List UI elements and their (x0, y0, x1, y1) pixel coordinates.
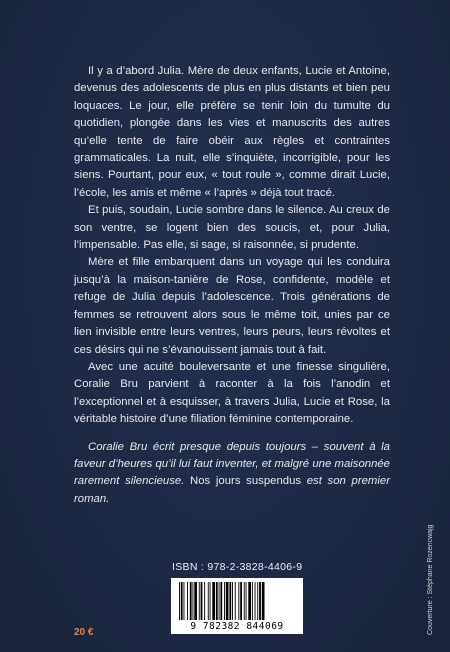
barcode-bar (201, 582, 203, 620)
barcode-bar (229, 582, 231, 620)
barcode-bar (184, 582, 185, 620)
barcode-bar (210, 582, 211, 620)
barcode-bar (194, 582, 197, 620)
barcode-bar (181, 582, 183, 620)
barcode-bar (244, 582, 245, 620)
barcode-bar (193, 582, 194, 620)
barcode (171, 578, 303, 634)
barcode-bar (216, 582, 218, 620)
blurb-paragraph-2: Et puis, soudain, Lucie sombre dans le silence. Au creux de son ventre, se logent bien des soucis, et, pour Julia, l’impensable. Pas elle, si sage, si raisonnée, si prudente. (74, 204, 390, 252)
barcode-digits: 9 782382 844069 (171, 621, 303, 632)
cover-credit: Couverture : Stéphane Rozencwajg (427, 524, 434, 635)
barcode-bar (240, 582, 242, 620)
barcode-bar (187, 582, 188, 620)
author-note (74, 439, 390, 509)
barcode-bar (224, 582, 225, 620)
price: 20 € (74, 627, 94, 638)
barcode-bar (255, 582, 256, 620)
barcode-bar (220, 582, 222, 620)
barcode-bar (204, 582, 205, 620)
blurb-text (74, 63, 390, 508)
author-note-italic-2: est son premier roman. (74, 475, 390, 505)
barcode-bar (252, 582, 253, 620)
barcode-bar (226, 582, 229, 620)
blurb-paragraph-3: Mère et fille embarquent dans un voyage qui les conduira jusqu’à la maison-tanière de Rose, confidente, modèle et refuge de Julia depuis l’adolescence. Trois générations de femmes se retrouvent alors sous le même toit, unies par ce lien invisible entre leurs ventres, leurs peurs, leurs révoltes et ces désirs qui ne s’évanouissent jamais tout à fait. (74, 256, 390, 356)
barcode-bar (235, 582, 236, 620)
barcode-bar (257, 582, 258, 620)
barcode-bar (248, 582, 251, 620)
barcode-bar (246, 582, 247, 620)
barcode-bar (259, 582, 261, 620)
author-note-italic-1: Coralie Bru écrit presque depuis toujours – souvent à la faveur d’heures qu’il lui faut inventer, et malgré une maisonnée rarement silencieuse. (74, 440, 390, 488)
barcode-bar (179, 582, 180, 620)
barcode-bar (199, 582, 200, 620)
author-note-title: Nos jours suspendus (184, 475, 307, 488)
barcode-bar (190, 582, 192, 620)
barcode-bar (208, 582, 209, 620)
blurb-paragraph-4: Avec une acuité bouleversante et une finesse singulière, Coralie Bru parvient à raconter à la fois l’anodin et l’exceptionnel et à esquisser, à travers Julia, Lucie et Rose, la véritable histoire d’une filiation féminine contemporaine. (74, 360, 390, 426)
barcode-bar (212, 582, 215, 620)
barcode-bar (262, 582, 265, 620)
barcode-bar (219, 582, 220, 620)
barcode-bar (238, 582, 239, 620)
isbn: ISBN : 978-2-3828-4406-9 (172, 561, 303, 573)
barcode-bar (232, 582, 233, 620)
barcode-bars (171, 578, 303, 622)
blurb-paragraph-1: Il y a d’abord Julia. Mère de deux enfants, Lucie et Antoine, devenus des adolescents de plus en plus distants et bien peu loquaces. Le jour, elle préfère se tenir loin du tumulte du quotidien, plongée dans les vies et manuscrits des autres qu’elle tente de faire obéir aux règles et contraintes grammaticales. La nuit, elle s’inquiète, incorrigible, pour les siens. Pourtant, pour eux, « tout roule », comme dirait Lucie, l’école, les amis et même « l’après » déjà tout tracé. (74, 65, 390, 199)
